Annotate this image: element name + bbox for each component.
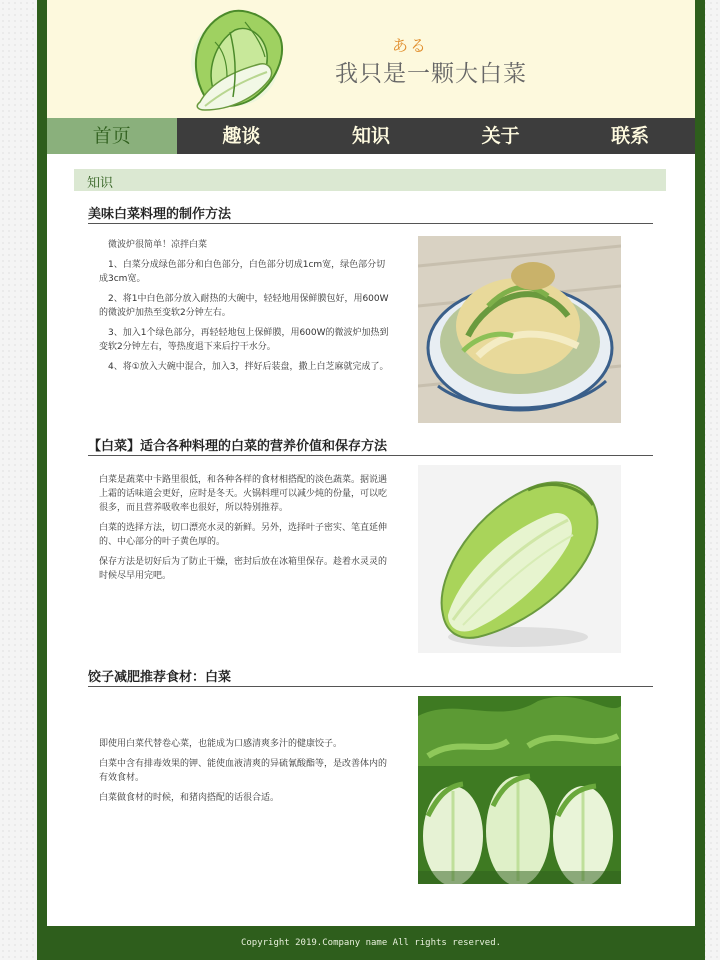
nav-item-home[interactable]: 首页: [47, 118, 177, 154]
article-paragraph: 白菜中含有排毒效果的钾、能使血液清爽的异硫氰酸酯等，是改善体内的有效食材。: [99, 759, 388, 783]
cabbage-salad-image: [418, 236, 621, 423]
cabbage-logo-icon: [175, 2, 295, 114]
article-paragraph: 白菜做食材的时候，和猪肉搭配的话很合适。: [99, 793, 280, 803]
site-header: [47, 0, 695, 118]
article-title: 【白菜】适合各种料理的白菜的营养价值和保存方法: [88, 435, 653, 456]
article-paragraph: 3、加入1个绿色部分，再轻轻地包上保鲜膜，用600W的微波炉加热到变软2分钟左右，等热度退下来后拧干水分。: [99, 328, 389, 352]
nav-item-about[interactable]: 关于: [481, 125, 520, 147]
site-title: 我只是一颗大白菜: [335, 61, 527, 87]
cabbage-field-image: [418, 696, 621, 884]
main-nav: [47, 118, 695, 154]
nav-item-knowledge[interactable]: 知识: [351, 125, 390, 147]
article-paragraph: 白菜的选择方法，切口漂亮水灵的新鲜。另外，选择叶子密实、笔直延伸的、中心部分的叶子黄色厚的。: [99, 523, 388, 547]
article-paragraph: 微波炉很简单！凉拌白菜: [99, 240, 208, 250]
article-paragraph: 白菜是蔬菜中卡路里很低，和各种各样的食材相搭配的淡色蔬菜。据说遇上霜的话味道会更好，应时是冬天。火锅料理可以减少炖的份量，可以吃很多，而且营养吸收率也很好，所以特别推荐。: [99, 475, 388, 513]
article-title: 饺子减肥推荐食材：白菜: [88, 666, 653, 687]
article-body: [99, 737, 389, 811]
section-label: 知识: [87, 176, 114, 191]
page-content: [47, 0, 695, 926]
section-header: [74, 169, 666, 191]
article-body: [99, 473, 389, 589]
whole-cabbage-image: [418, 465, 621, 653]
page-frame: [37, 0, 705, 960]
article-paragraph: 2、将1中白色部分放入耐热的大碗中，轻轻地用保鲜膜包好，用600W的微波炉加热至变软2分钟左右。: [99, 294, 389, 318]
article-paragraph: 即使用白菜代替卷心菜，也能成为口感清爽多汁的健康饺子。: [99, 739, 343, 749]
footer-copyright: Copyright 2019.Company name All rights reserved.: [240, 938, 502, 948]
article-paragraph: 保存方法是切好后为了防止干燥，密封后放在冰箱里保存。趁着水灵灵的时候尽早用完吧。: [99, 557, 388, 581]
article-body: [99, 238, 389, 380]
article-title: 美味白菜料理的制作方法: [88, 203, 653, 224]
article-paragraph: 1、白菜分成绿色部分和白色部分，白色部分切成1cm宽，绿色部分切成3cm宽。: [99, 260, 386, 284]
nav-item-contact[interactable]: 联系: [611, 125, 650, 147]
title-ruby-text: ある: [392, 36, 429, 55]
article-paragraph: 4、将①放入大碗中混合，加入3，拌好后装盘，撒上白芝麻就完成了。: [99, 362, 389, 372]
nav-item-talk[interactable]: 趣谈: [222, 125, 261, 147]
